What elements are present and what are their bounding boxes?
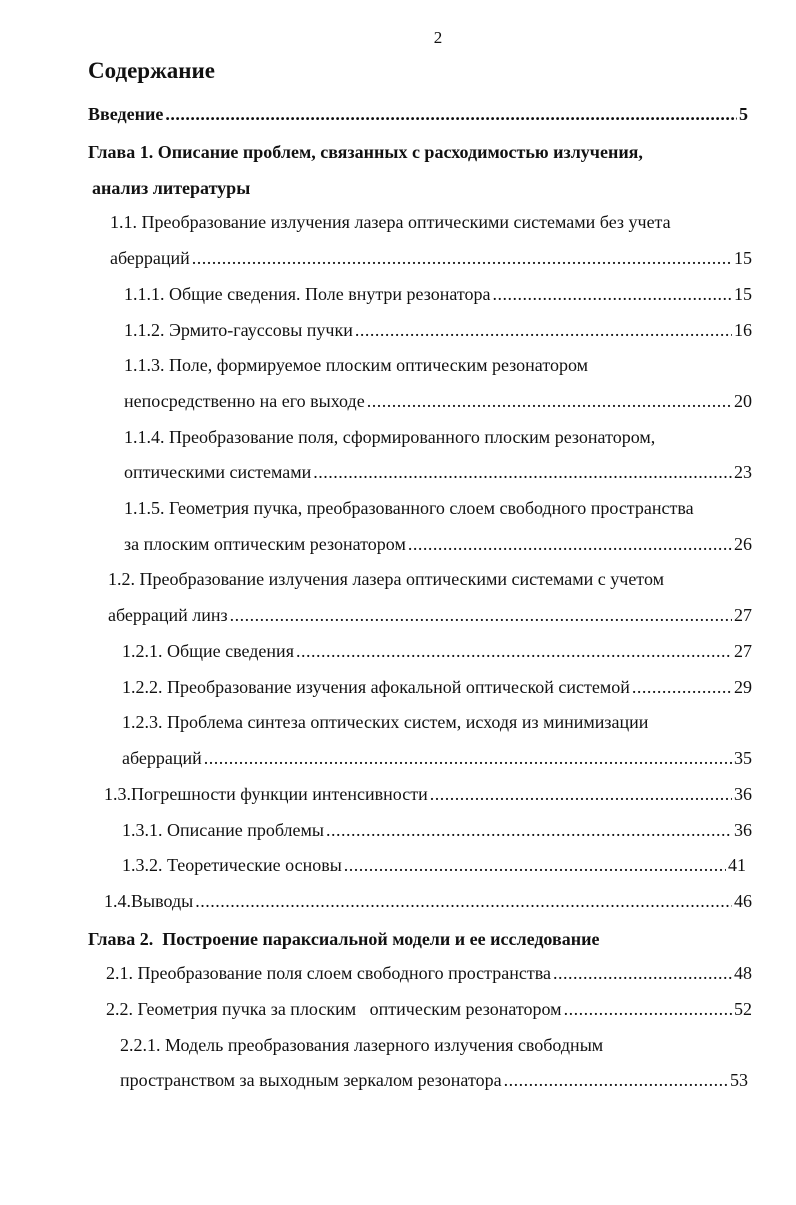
toc-leader-dots: [165, 99, 737, 129]
toc-entry-2-2[interactable]: [106, 994, 752, 1024]
toc-label: оптическими системами: [124, 462, 312, 482]
toc-entry-1-2[interactable]: [108, 600, 752, 630]
toc-page-number: 27: [734, 641, 752, 661]
toc-entry-2-2-1-line1[interactable]: [120, 1030, 603, 1060]
toc-entry-1-2-2[interactable]: [122, 672, 752, 702]
toc-label: Выводы: [131, 891, 194, 911]
toc-page-number: 23: [734, 462, 752, 482]
toc-label: пространством за выходным зеркалом резонатора: [120, 1070, 502, 1090]
toc-page-number: 36: [734, 820, 752, 840]
toc-label: Глава 2. Построение параксиальной модели и ее исследование: [88, 929, 600, 949]
toc-page-number: 48: [734, 963, 752, 983]
toc-label: 1.1.1. Общие сведения. Поле внутри резонатора: [124, 284, 491, 304]
page-title: Содержание: [88, 58, 215, 83]
toc-entry-1-2-line1[interactable]: [108, 564, 664, 594]
toc-page-number: 36: [734, 784, 752, 804]
toc-page-number: 35: [734, 748, 752, 768]
toc-entry-1-1[interactable]: [110, 243, 752, 273]
toc-leader-dots: [632, 672, 732, 702]
toc-leader-dots: [564, 994, 732, 1024]
toc-leader-dots: [493, 279, 732, 309]
toc-leader-dots: [230, 600, 732, 630]
toc-label: Введение: [88, 104, 164, 124]
toc-page-number: 16: [734, 320, 752, 340]
toc-label: 2.1. Преобразование поля слоем свободного пространства: [106, 963, 551, 983]
toc-entry-1-1-1[interactable]: [124, 279, 752, 309]
toc-label: 1.1.3. Поле, формируемое плоским оптическим резонатором: [124, 355, 589, 375]
toc-chapter-1-line2[interactable]: [92, 173, 250, 203]
toc-label: непосредственно на его выходе: [124, 391, 365, 411]
toc-label: 1.2.3. Проблема синтеза оптических систем, исходя из минимизации: [122, 712, 649, 732]
toc-entry-1-1-5-line1[interactable]: [124, 493, 694, 523]
toc-entry-2-2-1[interactable]: [120, 1065, 748, 1095]
toc-leader-dots: [313, 457, 732, 487]
toc-entry-1-1-3[interactable]: [124, 386, 752, 416]
toc-label: аберраций: [122, 748, 202, 768]
toc-entry-1-2-1[interactable]: [122, 636, 752, 666]
toc-label: Погрешности функции интенсивности: [131, 784, 428, 804]
toc-page-number: 29: [734, 677, 752, 697]
toc-label: 1.2.1. Общие сведения: [122, 641, 294, 661]
toc-leader-dots: [296, 636, 732, 666]
toc-leader-dots: [355, 315, 732, 345]
toc-label: 1.1.5. Геометрия пучка, преобразованного слоем свободного пространства: [124, 498, 694, 518]
toc-leader-dots: [430, 779, 732, 809]
toc-label: аберраций: [110, 248, 190, 268]
toc-page-number: 46: [734, 891, 752, 911]
toc-chapter-2[interactable]: [88, 924, 599, 954]
toc-leader-dots: [408, 529, 732, 559]
toc-entry-2-1[interactable]: [106, 958, 752, 988]
toc-page-number: 52: [734, 999, 752, 1019]
toc-label: 1.3.2. Теоретические основы: [122, 855, 342, 875]
toc-page-number: 5: [739, 104, 748, 124]
toc-page-number: 26: [734, 534, 752, 554]
toc-page-number: 41: [728, 855, 746, 875]
toc-entry-1-1-3-line1[interactable]: [124, 350, 588, 380]
toc-entry-1-3-2[interactable]: [122, 850, 746, 880]
toc-entry-1-1-4-line1[interactable]: [124, 422, 655, 452]
toc-chapter-1-line1[interactable]: [88, 137, 643, 167]
toc-entry-1-1-4[interactable]: [124, 457, 752, 487]
toc-entry-1-2-3-line1[interactable]: [122, 707, 648, 737]
toc-label: 1.2. Преобразование излучения лазера оптическими системами с учетом: [108, 569, 664, 589]
toc-label: 1.1.4. Преобразование поля, сформированного плоским резонатором,: [124, 427, 656, 447]
toc-leader-dots: [204, 743, 732, 773]
toc-leader-dots: [192, 243, 732, 273]
toc-leader-dots: [326, 815, 732, 845]
toc-label: 2.2. Геометрия пучка за плоским оптическим резонатором: [106, 999, 562, 1019]
toc-entry-1-4[interactable]: [104, 886, 752, 916]
toc-page-number: 27: [734, 605, 752, 625]
toc-label: за плоским оптическим резонатором: [124, 534, 406, 554]
toc-label: 2.2.1. Модель преобразования лазерного излучения свободным: [120, 1035, 604, 1055]
toc-section-number: 1.4.: [104, 891, 131, 911]
toc-leader-dots: [344, 850, 726, 880]
toc-entry-1-1-2[interactable]: [124, 315, 752, 345]
toc-leader-dots: [195, 886, 732, 916]
toc-leader-dots: [553, 958, 732, 988]
toc-page-number: 15: [734, 248, 752, 268]
toc-label: 1.2.2. Преобразование изучения афокальной оптической системой: [122, 677, 630, 697]
toc-entry-1-2-3[interactable]: [122, 743, 752, 773]
toc-entry-1-3-1[interactable]: [122, 815, 752, 845]
toc-page-number: 15: [734, 284, 752, 304]
toc-page-number: 53: [730, 1070, 748, 1090]
toc-entry-intro[interactable]: [88, 99, 748, 129]
toc-label: 1.1. Преобразование излучения лазера оптическими системами без учета: [110, 212, 671, 232]
toc-label: 1.1.2. Эрмито-гауссовы пучки: [124, 320, 353, 340]
toc-label: Глава 1. Описание проблем, связанных с расходимостью излучения,: [88, 142, 643, 162]
toc-label: аберраций линз: [108, 605, 228, 625]
toc-entry-1-3[interactable]: [104, 779, 752, 809]
toc-leader-dots: [504, 1065, 728, 1095]
toc-page-number: 20: [734, 391, 752, 411]
toc-entry-1-1-line1[interactable]: [110, 207, 671, 237]
page-number: 2: [433, 28, 443, 47]
toc-leader-dots: [367, 386, 732, 416]
toc-label: анализ литературы: [92, 178, 251, 198]
toc-section-number: 1.3.: [104, 784, 131, 804]
toc-entry-1-1-5[interactable]: [124, 529, 752, 559]
toc-label: 1.3.1. Описание проблемы: [122, 820, 325, 840]
